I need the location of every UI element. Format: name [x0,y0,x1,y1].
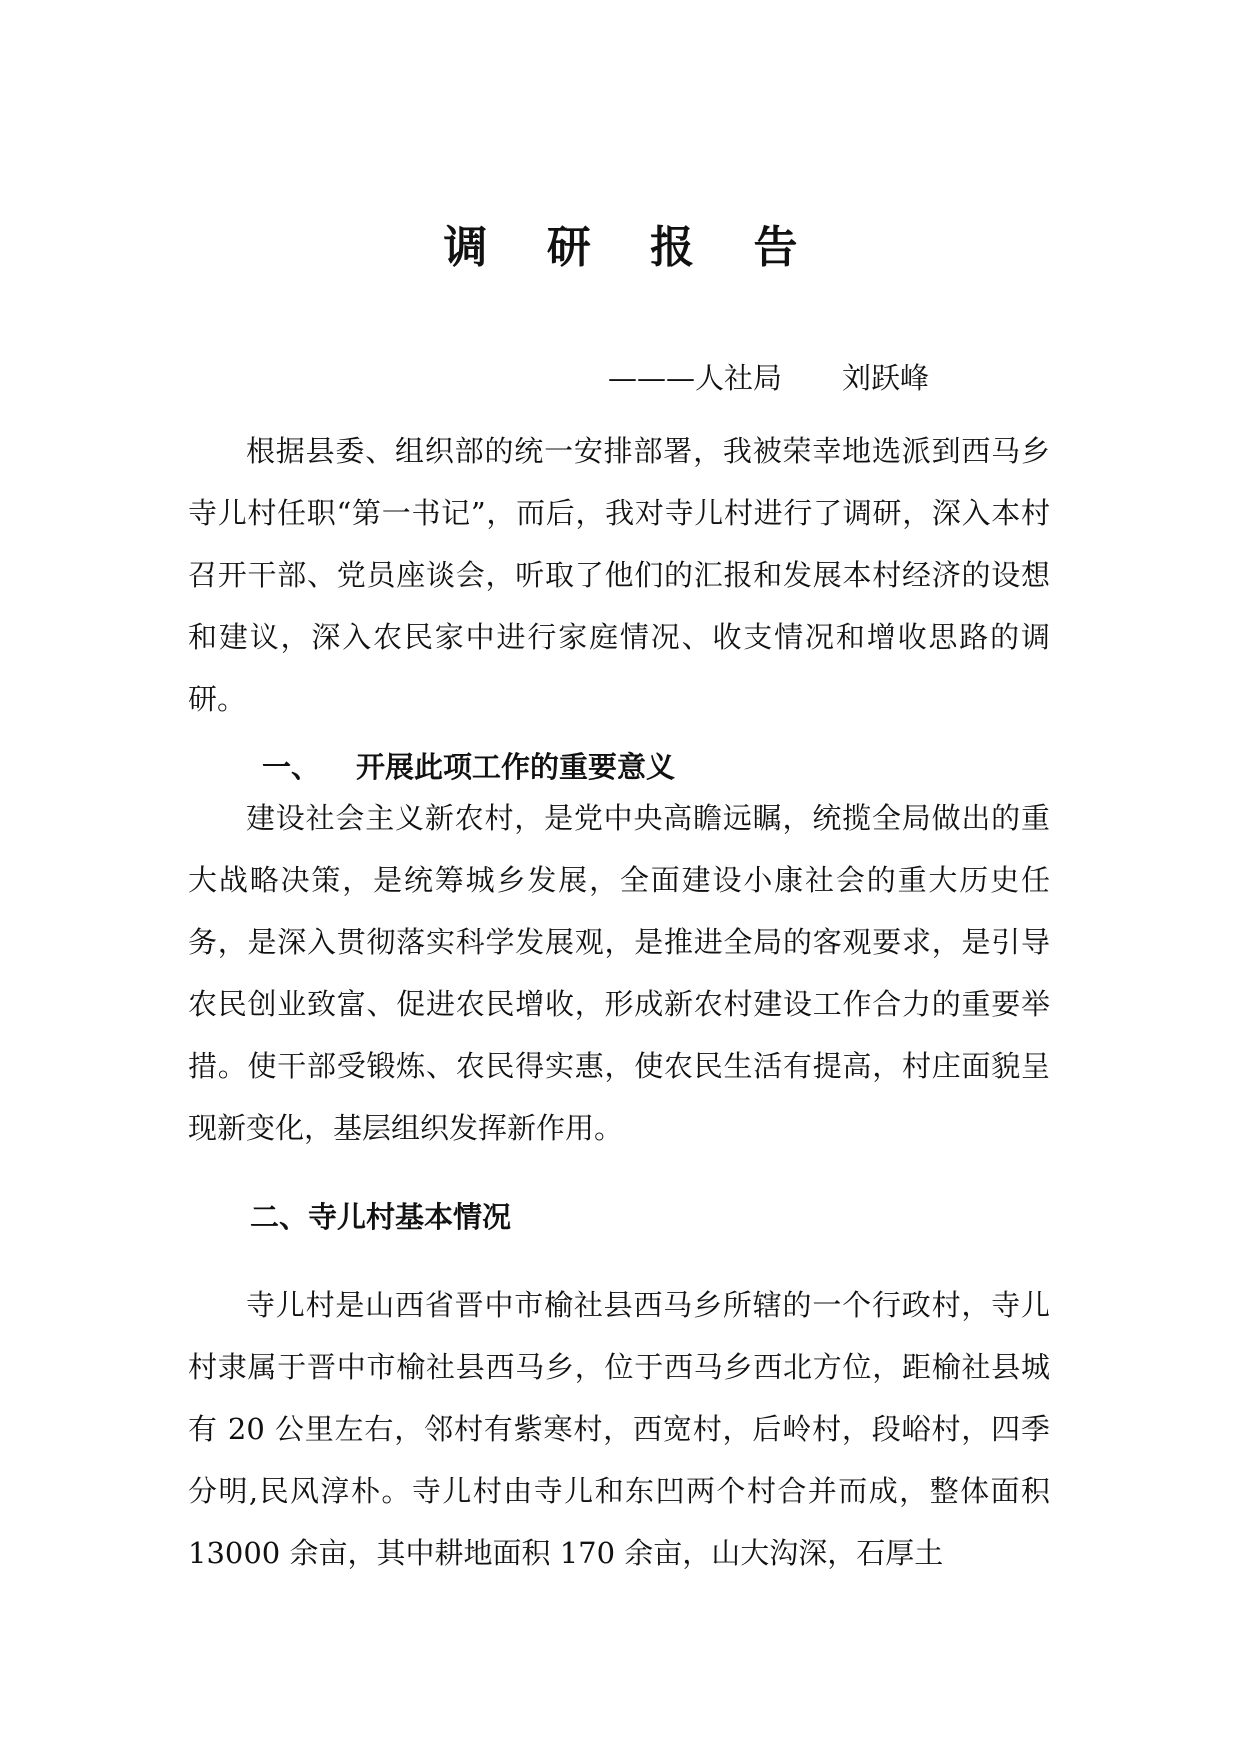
byline-organization: ———人社局 [608,361,783,395]
section-heading-1-number: 一、 [262,750,321,784]
section-heading-1-text: 开展此项工作的重要意义 [356,750,676,784]
section-heading-1 [262,747,675,787]
section-heading-2: 二、寺儿村基本情况 [250,1200,512,1234]
village-info-paragraph: 寺儿村是山西省晋中市榆社县西马乡所辖的一个行政村，寺儿村隶属于晋中市榆社县西马乡，位于西马乡西北方位，距榆社县城有 20 公里左右，邻村有紫寒村，西宽村，后岭村，段峪村，四季分明,民风淳朴。寺儿村由寺儿和东凹两个村合并而成，整体面积 13000 余亩，其中耕地面积 170 余亩，山大沟深，石厚土 [188,1288,1050,1570]
byline-author: 刘跃峰 [842,361,930,395]
intro-paragraph: 根据县委、组织部的统一安排部署，我被荣幸地选派到西马乡寺儿村任职“第一书记”，而后，我对寺儿村进行了调研，深入本村召开干部、党员座谈会，听取了他们的汇报和发展本村经济的设想和建议，深入农民家中进行家庭情况、收支情况和增收思路的调研。 [188,434,1050,716]
significance-paragraph: 建设社会主义新农村，是党中央高瞻远瞩，统揽全局做出的重大战略决策，是统筹城乡发展，全面建设小康社会的重大历史任务，是深入贯彻落实科学发展观，是推进全局的客观要求，是引导农民创业致富、促进农民增收，形成新农村建设工作合力的重要举措。使干部受锻炼、农民得实惠，使农民生活有提高，村庄面貌呈现新变化，基层组织发挥新作用。 [188,801,1050,1145]
document-title: 调 研 报 告 [443,222,820,273]
author-byline [608,358,929,398]
